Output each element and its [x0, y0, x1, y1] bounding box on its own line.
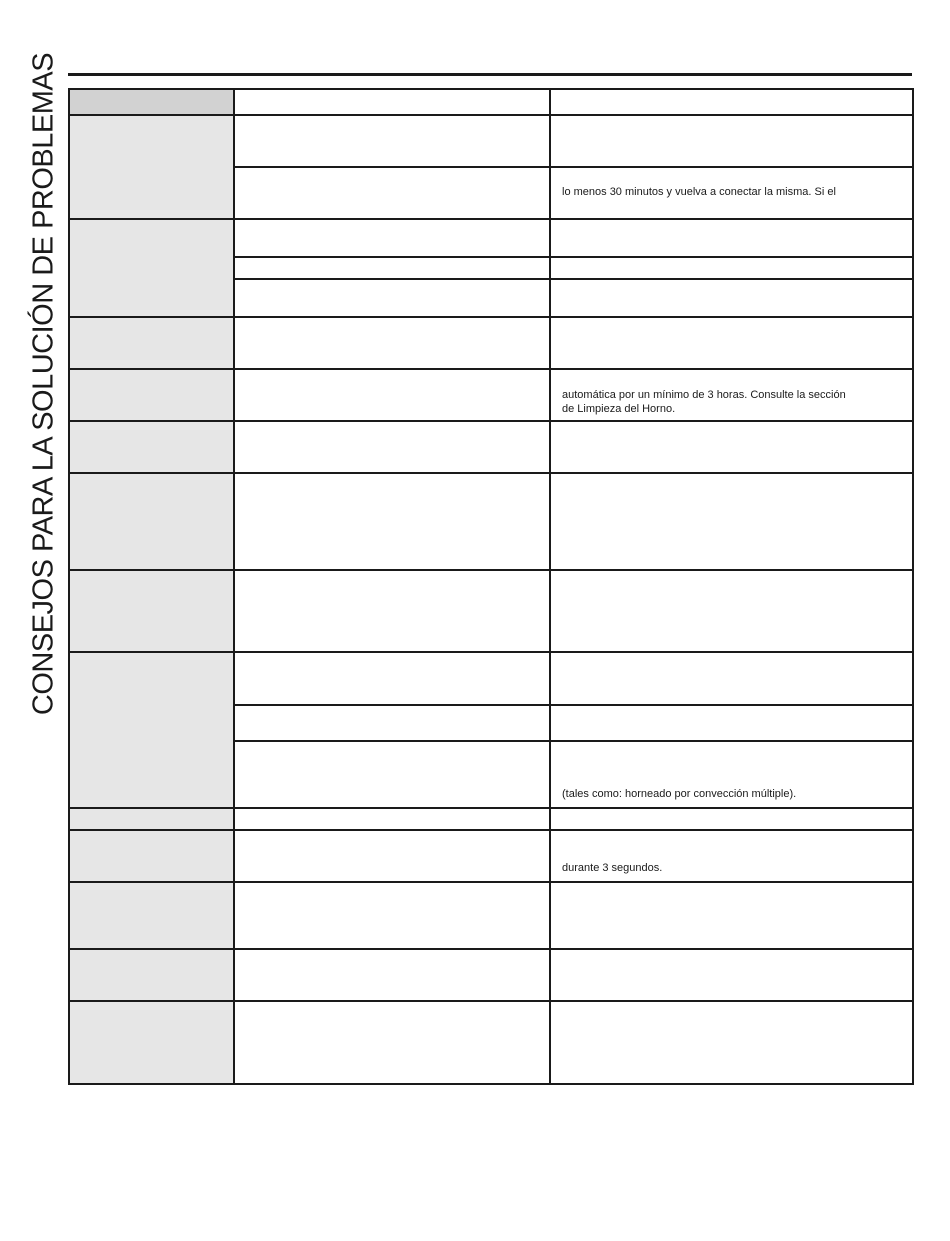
table-row [69, 369, 913, 421]
cause-cell [234, 808, 550, 830]
table-header-row [69, 89, 913, 115]
problem-cell [69, 949, 234, 1001]
cause-cell [234, 219, 550, 257]
solution-cell [550, 570, 913, 652]
solution-cell [550, 219, 913, 257]
solution-cell: (tales como: horneado por convección múltiple). [550, 741, 913, 808]
table-row [69, 1001, 913, 1084]
table-row [69, 830, 913, 882]
cause-cell [234, 257, 550, 279]
cause-cell [234, 570, 550, 652]
problem-cell [69, 570, 234, 652]
problem-cell [69, 369, 234, 421]
solution-cell [550, 808, 913, 830]
table-row [69, 219, 913, 257]
cause-header-cell [234, 89, 550, 115]
problem-cell [69, 652, 234, 808]
troubleshooting-table [68, 88, 914, 1085]
cause-cell [234, 167, 550, 219]
problem-cell [69, 219, 234, 317]
solution-cell [550, 257, 913, 279]
problem-cell [69, 473, 234, 570]
problem-cell [69, 808, 234, 830]
cause-cell [234, 369, 550, 421]
table-row [69, 808, 913, 830]
cause-cell [234, 830, 550, 882]
table-row [69, 115, 913, 167]
solution-cell [550, 1001, 913, 1084]
cause-cell [234, 317, 550, 369]
solution-cell [550, 279, 913, 317]
solution-cell [550, 705, 913, 741]
solution-cell [550, 317, 913, 369]
problem-header-cell [69, 89, 234, 115]
cause-cell [234, 473, 550, 570]
solution-cell [550, 115, 913, 167]
page-side-title: CONSEJOS PARA LA SOLUCIÓN DE PROBLEMAS [27, 52, 60, 716]
table-row [69, 652, 913, 705]
cause-cell [234, 882, 550, 949]
solution-cell: automática por un mínimo de 3 horas. Consulte la sección de Limpieza del Horno. [550, 369, 913, 421]
cause-cell [234, 705, 550, 741]
cause-cell [234, 1001, 550, 1084]
problem-cell [69, 882, 234, 949]
table-row [69, 317, 913, 369]
header-rule [68, 73, 912, 76]
table-row [69, 949, 913, 1001]
cause-cell [234, 279, 550, 317]
solution-cell [550, 949, 913, 1001]
solution-cell [550, 473, 913, 570]
solution-cell: lo menos 30 minutos y vuelva a conectar la misma. Si el [550, 167, 913, 219]
problem-cell [69, 421, 234, 473]
solution-cell: durante 3 segundos. [550, 830, 913, 882]
cause-cell [234, 949, 550, 1001]
cause-cell [234, 115, 550, 167]
solution-cell [550, 882, 913, 949]
table-row [69, 570, 913, 652]
solution-cell [550, 421, 913, 473]
problem-cell [69, 317, 234, 369]
problem-cell [69, 115, 234, 219]
cause-cell [234, 421, 550, 473]
cause-cell [234, 652, 550, 705]
solution-cell [550, 652, 913, 705]
cause-cell [234, 741, 550, 808]
problem-cell [69, 830, 234, 882]
table-row [69, 882, 913, 949]
solution-header-cell [550, 89, 913, 115]
table-row [69, 473, 913, 570]
problem-cell [69, 1001, 234, 1084]
table-row [69, 421, 913, 473]
